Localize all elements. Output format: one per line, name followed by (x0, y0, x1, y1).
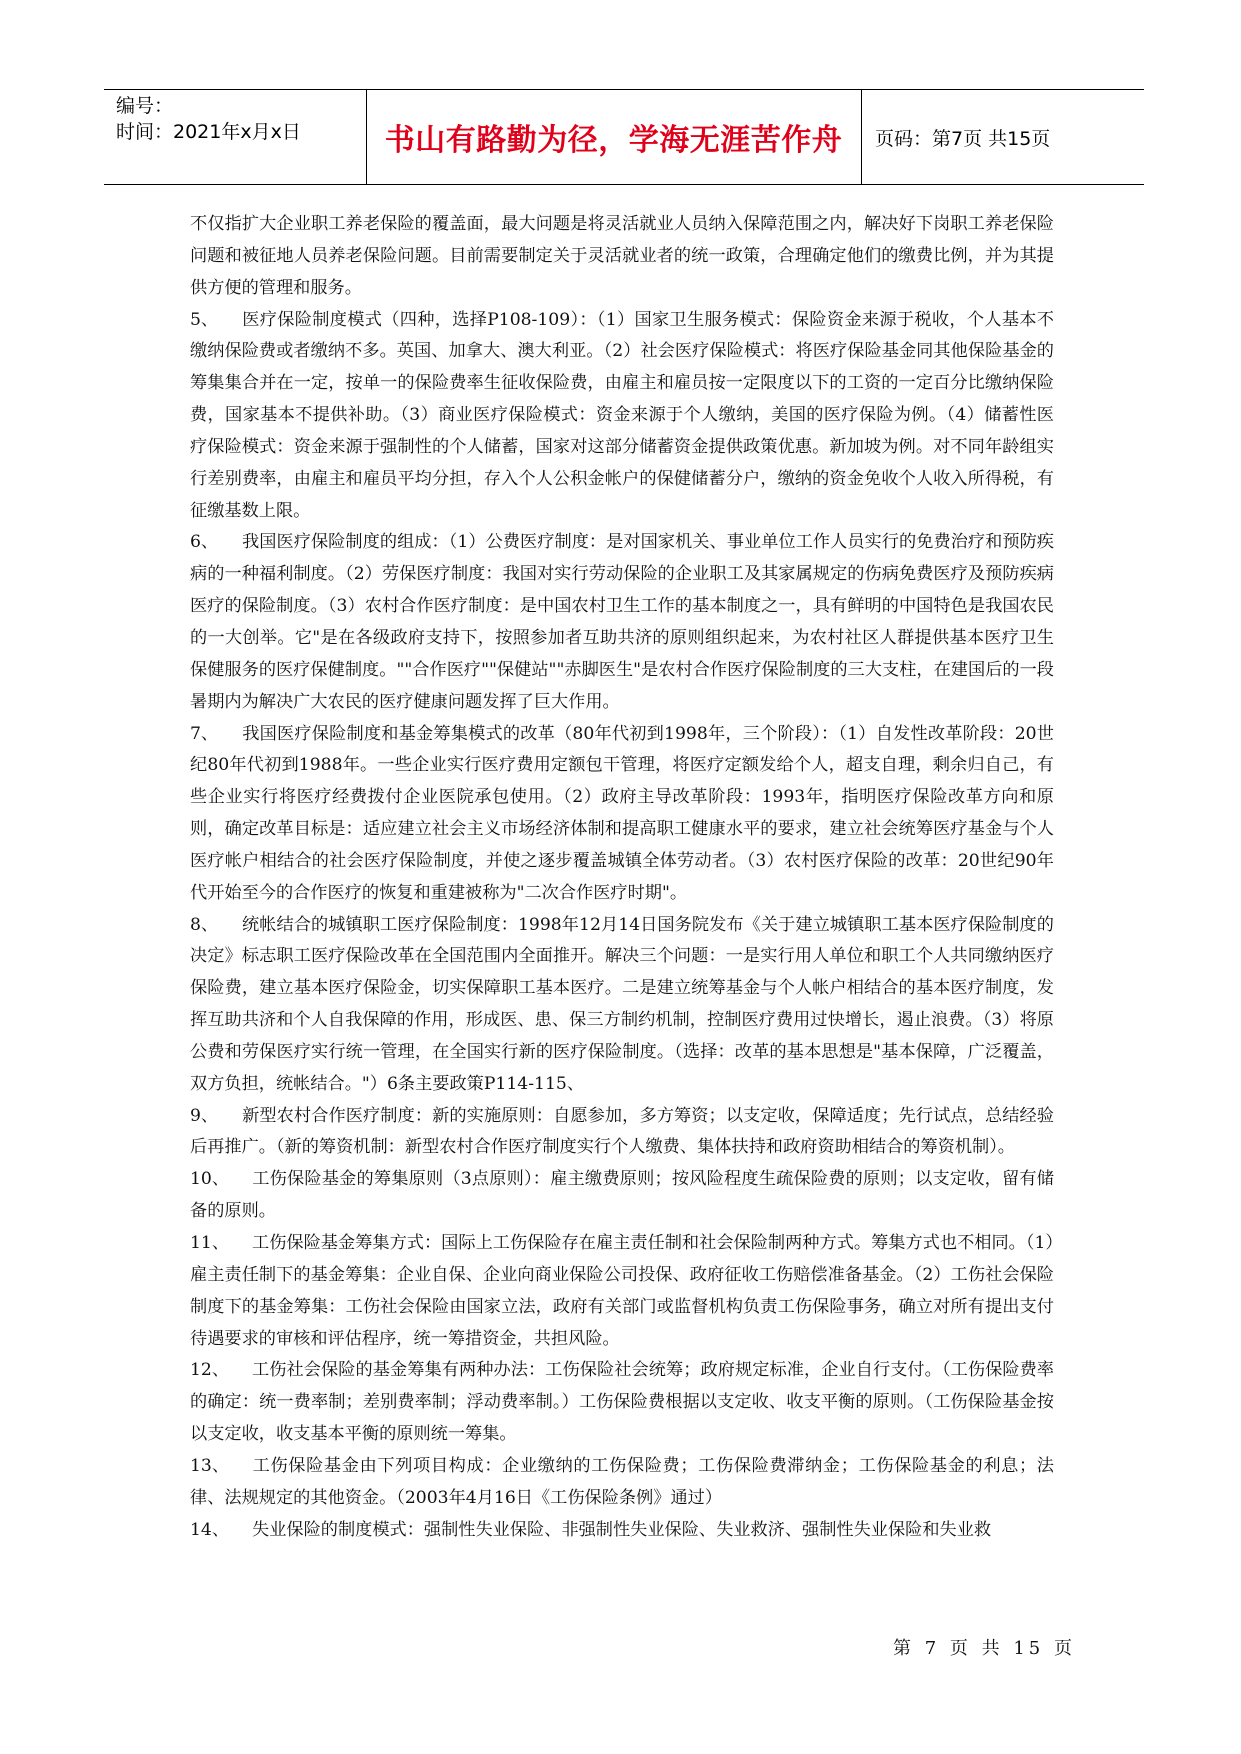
document-body (190, 209, 1054, 1546)
item-text: 我国医疗保险制度的组成：（1）公费医疗制度：是对国家机关、事业单位工作人员实行的免费治疗和预防疾病的一种福利制度。（2）劳保医疗制度：我国对实行劳动保险的企业职工及其家属规定的伤病免费医疗及预防疾病医疗的保险制度。（3）农村合作医疗制度：是中国农村卫生工作的基本制度之一，具有鲜明的中国特色是我国农民的一大创举。它"是在各级政府支持下，按照参加者互助共济的原则组织起来，为农村社区人群提供基本医疗卫生保健服务的医疗保健制度。""合作医疗""保健站""赤脚医生"是农村合作医疗保险制度的三大支柱，在建国后的一段暑期内为解决广大农民的医疗健康问题发挥了巨大作用。 (190, 532, 1054, 712)
list-item (190, 910, 1054, 1101)
paragraph: 不仅指扩大企业职工养老保险的覆盖面，最大问题是将灵活就业人员纳入保障范围之内，解决好下岗职工养老保险问题和被征地人员养老保险问题。目前需要制定关于灵活就业者的统一政策，合理确定他们的缴费比例，并为其提供方便的管理和服务。 (190, 214, 1054, 298)
item-number: 13、 (190, 1455, 230, 1476)
item-text: 统帐结合的城镇职工医疗保险制度：1998年12月14日国务院发布《关于建立城镇职工基本医疗保险制度的决定》标志职工医疗保险改革在全国范围内全面推开。解决三个问题：一是实行用人单位和职工个人共同缴纳医疗保险费，建立基本医疗保险金，切实保障职工基本医疗。二是建立统筹基金与个人帐户相结合的基本医疗制度，发挥互助共济和个人自我保障的作用，形成医、患、保三方制约机制，控制医疗费用过快增长，遏止浪费。（3）将原公费和劳保医疗实行统一管理，在全国实行新的医疗保险制度。（选择：改革的基本思想是"基本保障，广泛覆盖，双方负担，统帐结合。"）6条主要政策P114-115、 (190, 914, 1054, 1094)
item-number: 6、 (190, 532, 219, 553)
list-item (190, 1355, 1054, 1451)
item-number: 10、 (190, 1169, 230, 1190)
item-text: 新型农村合作医疗制度：新的实施原则：自愿参加，多方筹资；以支定收，保障适度；先行试点，总结经验后再推广。（新的筹资机制：新型农村合作医疗制度实行个人缴费、集体扶持和政府资助相结合的筹资机制）。 (190, 1105, 1054, 1158)
item-text: 工伤保险基金的筹集原则（3点原则）：雇主缴费原则；按风险程度生疏保险费的原则；以支定收，留有储备的原则。 (190, 1169, 1054, 1222)
header-motto: 书山有路勤为径，学海无涯苦作舟 (384, 123, 843, 158)
item-number: 5、 (190, 309, 219, 330)
item-text: 医疗保险制度模式（四种，选择P108-109）：（1）国家卫生服务模式：保险资金来源于税收，个人基本不缴纳保险费或者缴纳不多。英国、加拿大、澳大利亚。（2）社会医疗保险模式：将医疗保险基金同其他保险基金的筹集集合并在一定，按单一的保险费率生征收保险费，由雇主和雇员按一定限度以下的工资的一定百分比缴纳保险费，国家基本不提供补助。（3）商业医疗保险模式：资金来源于个人缴纳，美国的医疗保险为例。（4）储蓄性医疗保险模式：资金来源于强制性的个人储蓄，国家对这部分储蓄资金提供政策优惠。新加坡为例。对不同年龄组实行差别费率，由雇主和雇员平均分担，存入个人公积金帐户的保健储蓄分户，缴纳的资金免收个人收入所得税，有征缴基数上限。 (190, 309, 1054, 521)
item-number: 11、 (190, 1233, 230, 1253)
list-item (190, 1101, 1054, 1165)
header-page-number: 页码：第7页 共15页 (875, 127, 1051, 150)
item-number: 14、 (190, 1519, 230, 1540)
list-item (190, 305, 1054, 528)
list-item (190, 719, 1054, 910)
item-text: 工伤保险基金由下列项目构成：企业缴纳的工伤保险费；工伤保险费滞纳金；工伤保险基金的利息；法律、法规规定的其他资金。（2003年4月16日《工伤保险条例》通过） (190, 1455, 1054, 1508)
document-number-label: 编号： (116, 95, 174, 117)
list-item (190, 1164, 1054, 1228)
item-number: 12、 (190, 1360, 230, 1381)
item-text: 我国医疗保险制度和基金筹集模式的改革（80年代初到1998年，三个阶段）：（1）自发性改革阶段：20世纪80年代初到1988年。一些企业实行医疗费用定额包干管理，将医疗定额发给个人，超支自理，剩余归自己，有些企业实行将医疗经费拨付企业医院承包使用。（2）政府主导改革阶段：1993年，指明医疗保险改革方向和原则，确定改革目标是：适应建立社会主义市场经济体制和提高职工健康水平的要求，建立社会统筹医疗基金与个人医疗帐户相结合的社会医疗保险制度，并使之逐步覆盖城镇全体劳动者。（3）农村医疗保险的改革：20世纪90年代开始至今的合作医疗的恢复和重建被称为"二次合作医疗时期"。 (190, 723, 1054, 903)
header-meta (116, 93, 301, 145)
item-text: 失业保险的制度模式：强制性失业保险、非强制性失业保险、失业救济、强制性失业保险和失业救 (252, 1519, 992, 1540)
item-number: 9、 (190, 1105, 219, 1126)
item-number: 8、 (190, 914, 219, 935)
item-text: 工伤保险基金筹集方式：国际上工伤保险存在雇主责任制和社会保险制两种方式。筹集方式也不相同。（1）雇主责任制下的基金筹集：企业自保、企业向商业保险公司投保、政府征收工伤赔偿准备基金。（2）工伤社会保险制度下的基金筹集：工伤社会保险由国家立法，政府有关部门或监督机构负责工伤保险事务，确立对所有提出支付待遇要求的审核和评估程序，统一筹措资金，共担风险。 (190, 1233, 1054, 1349)
item-number: 7、 (190, 723, 219, 744)
item-text: 工伤社会保险的基金筹集有两种办法：工伤保险社会统筹；政府规定标准，企业自行支付。（工伤保险费率的确定：统一费率制；差别费率制；浮动费率制。）工伤保险费根据以支定收、收支平衡的原则。（工伤保险基金按以支定收，收支基本平衡的原则统一筹集。 (190, 1360, 1054, 1445)
page-footer: 第 7 页 共 15 页 (893, 1638, 1076, 1659)
list-item (190, 1228, 1054, 1355)
document-header (104, 89, 1144, 185)
list-item (190, 527, 1054, 718)
document-time: 时间：2021年x月x日 (116, 121, 301, 143)
list-item (190, 1515, 1054, 1547)
list-item (190, 1451, 1054, 1515)
